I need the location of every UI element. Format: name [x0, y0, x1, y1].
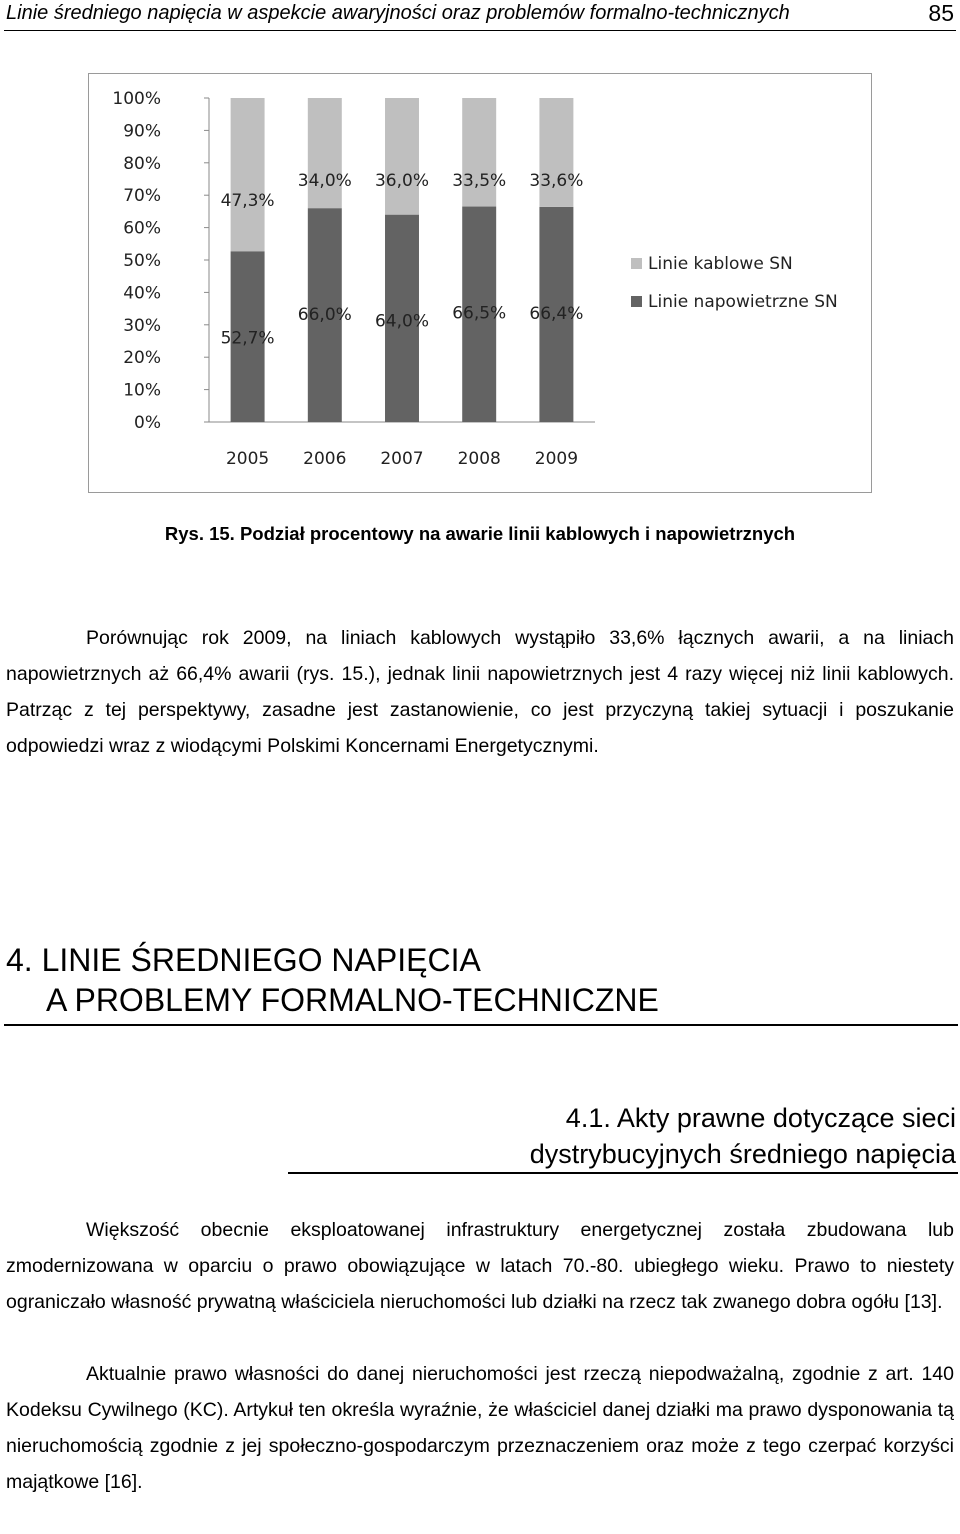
- legend-item-napowietrzne-label: Linie napowietrzne SN: [648, 292, 838, 312]
- data-label-kablowe-2009: 33,6%: [529, 171, 584, 191]
- y-tick-label: 0%: [134, 413, 161, 433]
- section-heading: [6, 940, 659, 1020]
- data-label-napowietrzne-2006: 66,0%: [297, 305, 352, 326]
- paragraph-1-text: Porównując rok 2009, na liniach kablowych wystąpiło 33,6% łącznych awarii, a na liniach napowietrznych aż 66,4% awarii (rys. 15.), jednak linii napowietrznych jest 4 razy więcej niż linii kablowych. Patrząc z tej perspektywy, zasadne jest zastanowienie, co jest przyczyną takiej sytuacji i poszukanie odpowiedzi wraz z wiodącymi Polskimi Koncernami Energetycznymi.: [6, 627, 954, 757]
- data-label-kablowe-2008: 33,5%: [452, 171, 507, 191]
- legend-item-napowietrzne-swatch: [631, 296, 642, 307]
- bar-kablowe-2007: [385, 98, 419, 215]
- subsection-heading-line2: dystrybucyjnych średniego napięcia: [529, 1139, 956, 1169]
- y-tick-label: 100%: [112, 89, 161, 109]
- data-label-napowietrzne-2005: 52,7%: [220, 328, 275, 349]
- data-label-kablowe-2007: 36,0%: [374, 171, 430, 191]
- x-tick-label-2008: 2008: [457, 449, 501, 469]
- legend-item-kablowe-swatch: [631, 258, 642, 269]
- paragraph-2-text: Większość obecnie eksploatowanej infrastruktury energetycznej została zbudowana lub zmodernizowana w oparciu o prawo obowiązujące w latach 70.-80. ubiegłego wieku. Prawo to niestety ograniczało własność prywatną właściciela nieruchomości lub działki na rzecz tak zwanego dobra ogółu [13].: [6, 1219, 954, 1313]
- legend-item-kablowe-label: Linie kablowe SN: [648, 254, 793, 274]
- paragraph-3: [6, 1356, 954, 1500]
- stacked-bar-chart: [89, 74, 871, 492]
- subsection-heading: [530, 1100, 956, 1172]
- x-tick-label-2007: 2007: [380, 449, 424, 469]
- y-tick-label: 70%: [123, 186, 161, 207]
- data-label-napowietrzne-2007: 64,0%: [374, 311, 430, 332]
- y-tick-label: 30%: [123, 315, 161, 336]
- section-heading-line2: A PROBLEMY FORMALNO-TECHNICZNE: [46, 982, 659, 1018]
- y-tick-label: 40%: [123, 283, 161, 304]
- paragraph-2: [6, 1212, 954, 1320]
- bar-kablowe-2006: [308, 98, 342, 208]
- data-label-kablowe-2006: 34,0%: [297, 171, 352, 191]
- y-tick-label: 50%: [123, 251, 161, 271]
- chart-frame: [88, 73, 872, 493]
- x-tick-label-2006: 2006: [303, 449, 347, 469]
- bar-kablowe-2005: [231, 98, 265, 251]
- y-tick-label: 80%: [123, 153, 161, 174]
- x-tick-label-2009: 2009: [534, 449, 579, 469]
- figure-caption: Rys. 15. Podział procentowy na awarie linii kablowych i napowietrznych: [164, 523, 796, 544]
- subsection-rule: [288, 1172, 958, 1174]
- section-rule: [4, 1024, 958, 1026]
- section-heading-line1: 4. LINIE ŚREDNIEGO NAPIĘCIA: [6, 942, 481, 978]
- data-label-napowietrzne-2008: 66,5%: [452, 303, 507, 324]
- running-header: [4, 0, 956, 31]
- y-tick-label: 10%: [123, 380, 161, 401]
- subsection-heading-line1: 4.1. Akty prawne dotyczące sieci: [565, 1103, 956, 1133]
- x-tick-label-2005: 2005: [225, 449, 270, 469]
- running-header-title: Linie średniego napięcia w aspekcie awaryjności oraz problemów formalno-technicznych: [6, 2, 790, 24]
- paragraph-1: [6, 620, 954, 764]
- data-label-kablowe-2005: 47,3%: [220, 191, 275, 211]
- y-tick-label: 20%: [123, 348, 161, 369]
- data-label-napowietrzne-2009: 66,4%: [529, 303, 584, 324]
- y-tick-label: 60%: [123, 218, 161, 239]
- page-number: 85: [928, 0, 954, 26]
- paragraph-3-text: Aktualnie prawo własności do danej nieruchomości jest rzeczą niepodważalną, zgodnie z art. 140 Kodeksu Cywilnego (KC). Artykuł ten określa wyraźnie, że właściciel danej działki ma prawo dysponowania tą nieruchomością zgodnie z jej społeczno-gospodarczym przeznaczeniem oraz może z tego czerpać korzyści majątkowe [16].: [6, 1363, 954, 1493]
- y-tick-label: 90%: [123, 121, 161, 142]
